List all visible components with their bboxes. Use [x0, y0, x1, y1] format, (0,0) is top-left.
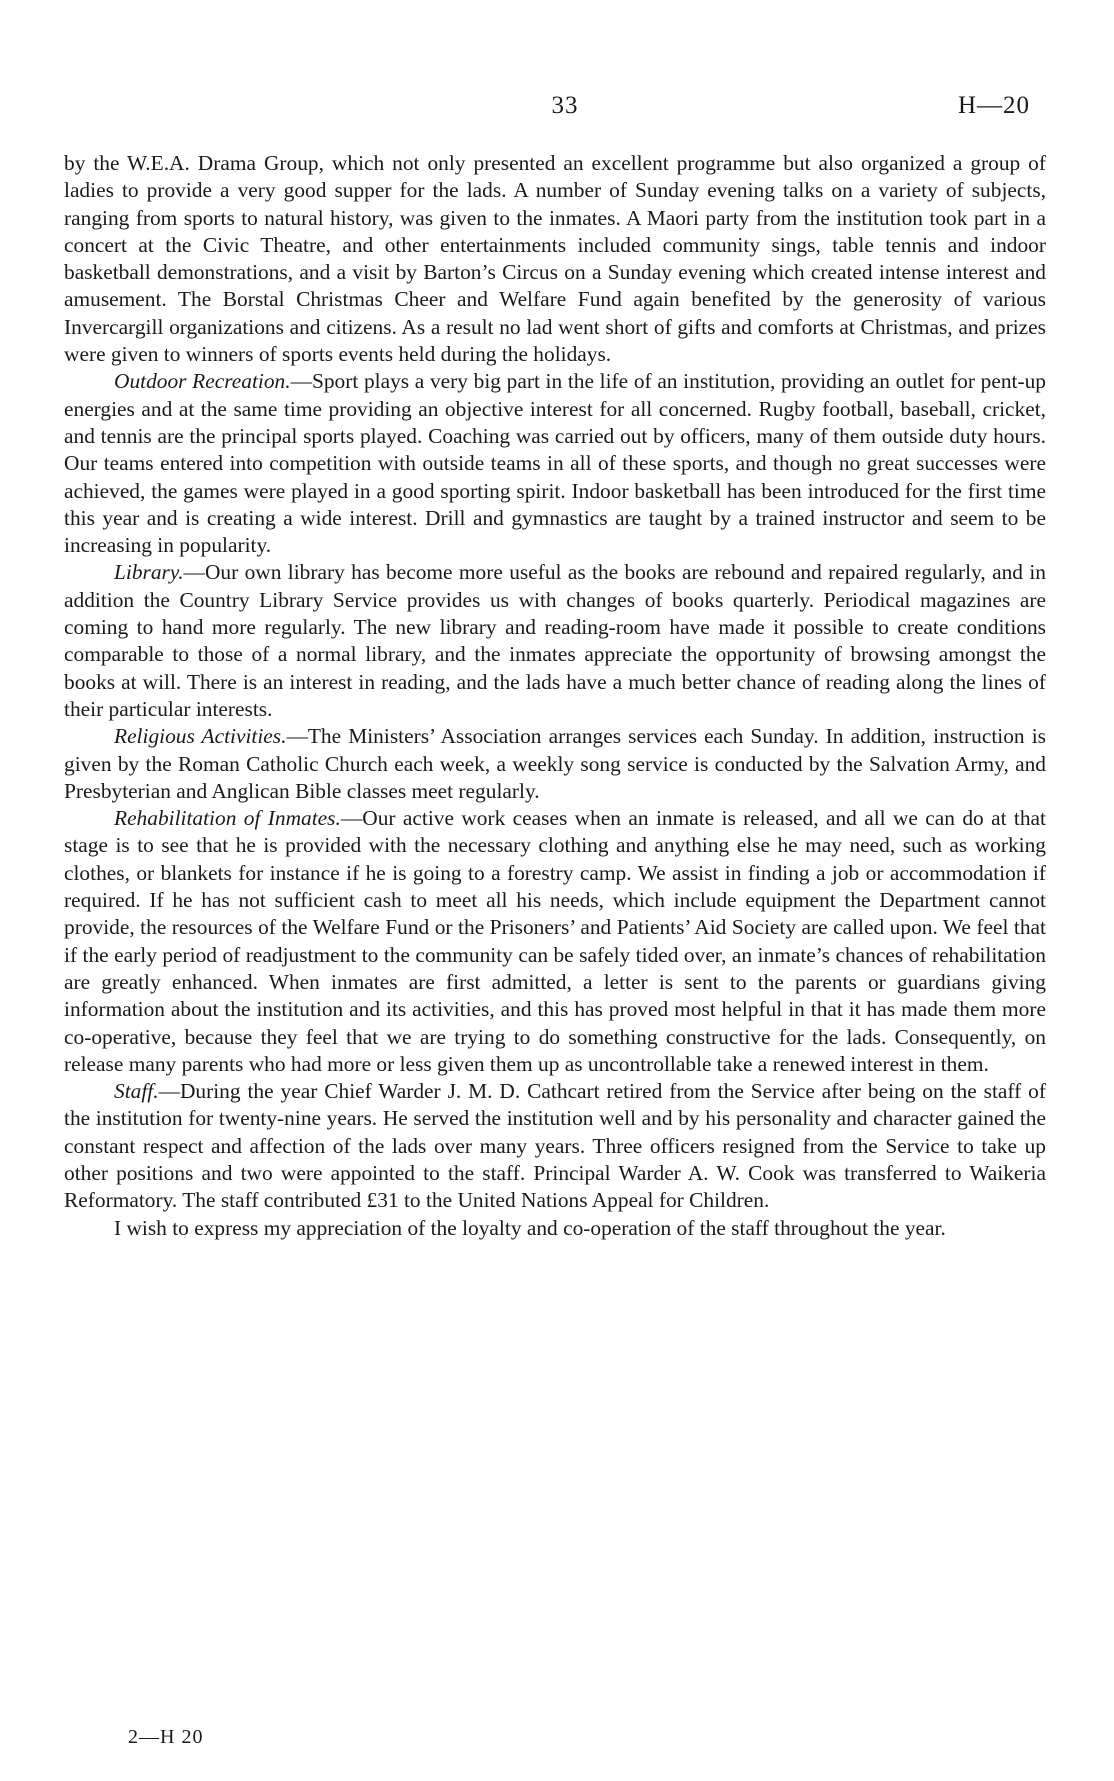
paragraph-library [64, 559, 1046, 723]
paragraph-text: by the W.E.A. Drama Group, which not only presented an excellent programme but also organized a group of ladies to provide a very good supper for the lads. A number of Sunday evening talks on a variety of subjects, ranging from sports to natural history, was given to the inmates. A Maori party from the institution took part in a concert at the Civic Theatre, and other entertainments included community sings, table tennis and indoor basketball demonstrations, and a visit by Barton’s Circus on a Sunday evening which created intense interest and amusement. The Borstal Christmas Cheer and Welfare Fund again benefited by the generosity of various Invercargill organizations and citizens. As a result no lad went short of gifts and comforts at Christmas, and prizes were given to winners of sports events held during the holidays. [64, 151, 1046, 367]
paragraph-text: —Sport plays a very big part in the life of an institution, providing an outlet for pent-up energies and at the same time providing an objective interest for all concerned. Rugby football, baseball, cricket, and tennis are the principal sports played. Coaching was carried out by officers, many of them outside duty hours. Our teams entered into competition with outside teams in all of these sports, and though no great successes were achieved, the games were played in a good sporting spirit. Indoor basketball has been introduced for the first time this year and is creating a wide interest. Drill and gymnastics are taught by a trained instructor and seem to be increasing in popularity. [64, 369, 1046, 558]
paragraph-staff [64, 1078, 1046, 1214]
section-heading-staff: Staff. [114, 1079, 159, 1104]
section-heading-rehabilitation: Rehabilitation of Inmates. [114, 806, 341, 831]
document-reference: H—20 [957, 92, 1030, 119]
paragraph-text: I wish to express my appreciation of the loyalty and co-operation of the staff throughout the year. [114, 1215, 946, 1240]
section-heading-religious-activities: Religious Activities. [114, 724, 287, 749]
paragraph-text: —The Ministers’ Association arranges services each Sunday. In addition, instruction is given by the Roman Catholic Church each week, a weekly song service is conducted by the Salvation Army, and Presbyterian and Anglican Bible classes meet regularly. [64, 724, 1047, 803]
paragraph-outdoor-recreation [64, 368, 1046, 559]
paragraph-entertainment [64, 150, 1046, 368]
body-text [64, 150, 1046, 1242]
paragraph-closing [64, 1215, 1046, 1242]
paragraph-text: —Our own library has become more useful as the books are rebound and repaired regularly, and in addition the Country Library Service provides us with changes of books quarterly. Periodical magazines are coming to hand more regularly. The new library and reading-room have made it possible to create conditions comparable to those of a normal library, and the inmates appreciate the opportunity of browsing amongst the books at will. There is an interest in reading, and the lads have a much better chance of reading along the lines of their particular interests. [64, 560, 1046, 721]
footer-reference: 2—H 20 [128, 1726, 204, 1748]
paragraph-text: —Our active work ceases when an inmate is released, and all we can do at that stage is to see that he is provided with the necessary clothing and anything else he may need, such as working clothes, or blankets for instance if he is going to a forestry camp. We assist in finding a job or accommodation if required. If he has not sufficient cash to meet all his needs, which include equipment the Department cannot provide, the resources of the Welfare Fund or the Prisoners’ and Patients’ Aid Society are called upon. We feel that if the early period of readjustment to the community can be safely tided over, an inmate’s chances of rehabilitation are greatly enhanced. When inmates are first admitted, a letter is sent to the parents or guardians giving information about the institution and its activities, and this has proved most helpful in that it has made them more co-operative, because they feel that we are trying to do something constructive for the lads. Consequently, on release many parents who had more or less given them up as uncontrollable take a renewed interest in them. [64, 806, 1046, 1076]
paragraph-rehabilitation [64, 805, 1046, 1078]
section-heading-outdoor-recreation: Outdoor Recreation. [114, 369, 291, 394]
section-heading-library: Library. [114, 560, 184, 585]
paragraph-religious-activities [64, 723, 1046, 805]
page-number: 33 [551, 92, 579, 119]
paragraph-text: —During the year Chief Warder J. M. D. Cathcart retired from the Service after being on the staff of the institution for twenty-nine years. He served the institution well and by his personality and character gained the constant respect and affection of the lads over many years. Three officers resigned from the Service to take up other positions and two were appointed to the staff. Principal Warder A. W. Cook was transferred to Waikeria Reformatory. The staff contributed £31 to the United Nations Appeal for Children. [64, 1079, 1046, 1213]
